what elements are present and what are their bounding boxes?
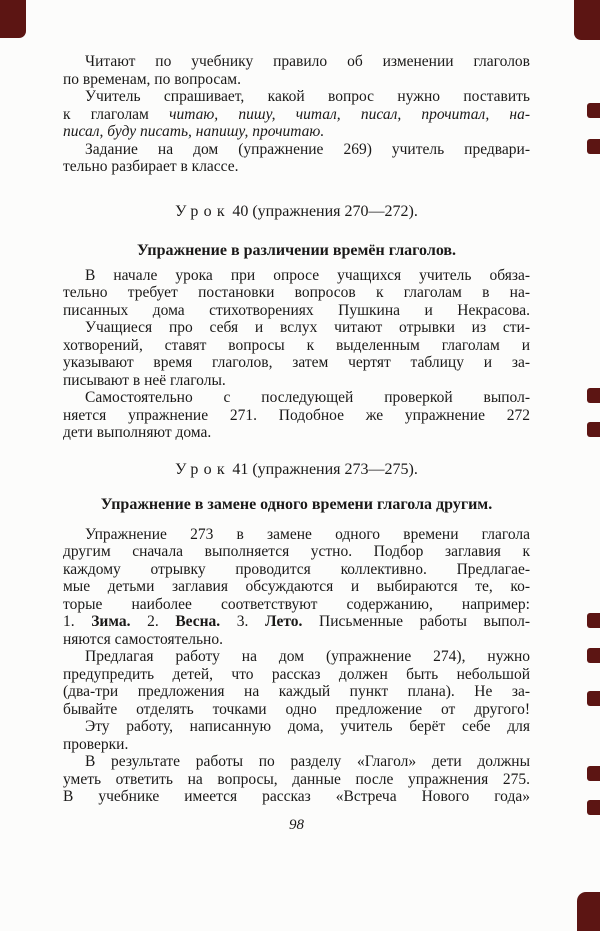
paragraph-lesson40-intro: [63, 267, 530, 320]
text-line: Предлагая работу на дом (упражнение 274), нужно: [85, 648, 530, 665]
text-line: (два-три предложения на каждый пункт плана). Не за-: [63, 683, 530, 700]
text-line: Самостоятельно с последующей проверкой выпол-: [85, 389, 530, 406]
title-summer: Лето.: [265, 613, 303, 630]
text-line: указывают время глаголов, затем чертят таблицу и за-: [63, 354, 530, 371]
text-line: торые наиболее соответствуют содержанию, например:: [63, 595, 530, 613]
scan-artifact-edge-mark: [587, 800, 600, 815]
scan-artifact-corner-bottom-right: [577, 892, 600, 931]
lesson-40-subheading: Упражнение в различении времён глаголов.: [136, 241, 457, 259]
text-run: к глаголам: [63, 105, 170, 123]
text-line: Учащиеся про себя и вслух читают отрывки из сти-: [85, 319, 530, 336]
text-line: каждому отрывку проводится коллективно. Предлагае-: [63, 560, 530, 578]
paragraph-exercise-271-272: [63, 389, 530, 442]
paragraph-homework-274: [63, 648, 530, 718]
lesson-41-subheading: Упражнение в замене одного времени глагола другим.: [100, 495, 493, 513]
text-line: няется упражнение 271. Подобное же упражнение 272: [63, 406, 530, 424]
scan-artifact-edge-mark: [587, 388, 600, 403]
lesson-heading-rest: 40 (упражнения 270—272).: [232, 202, 418, 220]
verb-list-italic: читаю, пишу, читал, писал, прочитал, на-: [169, 105, 531, 123]
lesson-word: Урок: [175, 460, 230, 478]
text-line: Читают по учебнику правило об изменении глаголов: [85, 53, 530, 70]
text-line: писанных дома стихотворениях Пушкина и Некрасова.: [63, 301, 530, 319]
lesson-41-heading: [63, 460, 530, 480]
text-line: другим сначала выполняется устно. Подбор заглавия к: [63, 543, 530, 560]
text-run: 2.: [130, 613, 176, 630]
page-number: 98: [289, 816, 304, 833]
scan-artifact-edge-mark: [587, 139, 600, 154]
paragraph-section-result: [63, 753, 530, 806]
paragraph-reading-rule: [63, 53, 530, 88]
scan-artifact-edge-mark: [587, 766, 600, 781]
text-line: Эту работу, написанную дома, учитель берёт себе для: [85, 718, 530, 735]
paragraph-checking-work: [63, 718, 530, 753]
lesson-word: Урок: [175, 202, 230, 220]
scan-artifact-edge-mark: [587, 103, 600, 118]
verb-list-italic: писал, буду писать, напишу, прочитаю.: [63, 123, 325, 140]
text-line: Упражнение 273 в замене одного времени глагола: [85, 525, 530, 543]
text-line: тельно разбирает в классе.: [63, 158, 239, 175]
scan-artifact-edge-mark: [587, 613, 600, 628]
text-line: няются самостоятельно.: [63, 630, 223, 648]
text-line: мые детьми заглавия обсуждаются и выбираются те, ко-: [63, 578, 530, 595]
text-line: тельно требует постановки вопросов к глаголам в на-: [63, 284, 530, 301]
paragraph-pupils-reading: [63, 319, 530, 389]
title-spring: Весна.: [175, 613, 221, 630]
scan-artifact-corner-top-left: [0, 0, 26, 38]
text-line: Задание на дом (упражнение 269) учитель предвари-: [85, 140, 530, 158]
lesson-40-heading: [63, 202, 530, 222]
text-line: хотворений, ставят вопросы к выделенным глаголам и: [63, 336, 530, 354]
title-winter: Зима.: [91, 613, 131, 630]
paragraph-teacher-question: [63, 88, 530, 141]
text-line: [63, 123, 530, 141]
paragraph-homework-269: [63, 141, 530, 176]
scan-artifact-edge-mark: [587, 691, 600, 706]
paragraph-exercise-273: [63, 526, 530, 649]
text-line: В учебнике имеется рассказ «Встреча Нового года»: [63, 788, 530, 805]
text-run: Письменные работы выпол-: [302, 613, 531, 630]
text-line: В начале урока при опросе учащихся учитель обяза-: [85, 266, 530, 284]
text-line-titles: [63, 613, 530, 631]
text-line: [63, 106, 530, 124]
scan-artifact-edge-mark: [587, 422, 600, 437]
text-line: писывают в неё глаголы.: [63, 371, 226, 389]
text-line: предупредить детей, что рассказ должен быть небольшой: [63, 665, 530, 683]
lesson-heading-rest: 41 (упражнения 273—275).: [232, 460, 418, 478]
text-line: В результате работы по разделу «Глагол» дети должны: [85, 753, 530, 770]
text-run: 3.: [220, 613, 266, 630]
scan-artifact-edge-mark: [587, 648, 600, 663]
text-column: [63, 0, 530, 834]
text-line: уметь ответить на вопросы, данные после упражнения 275.: [63, 770, 530, 788]
scan-artifact-corner-top-right: [574, 0, 600, 40]
text-run: 1.: [63, 613, 92, 630]
text-line: Учитель спрашивает, какой вопрос нужно поставить: [85, 88, 530, 105]
text-line: по временам, по вопросам.: [63, 70, 241, 88]
text-line: бывайте отделять точками одно предложение от другого!: [63, 700, 530, 718]
text-line: дети выполняют дома.: [63, 424, 212, 441]
text-line: проверки.: [63, 735, 129, 753]
